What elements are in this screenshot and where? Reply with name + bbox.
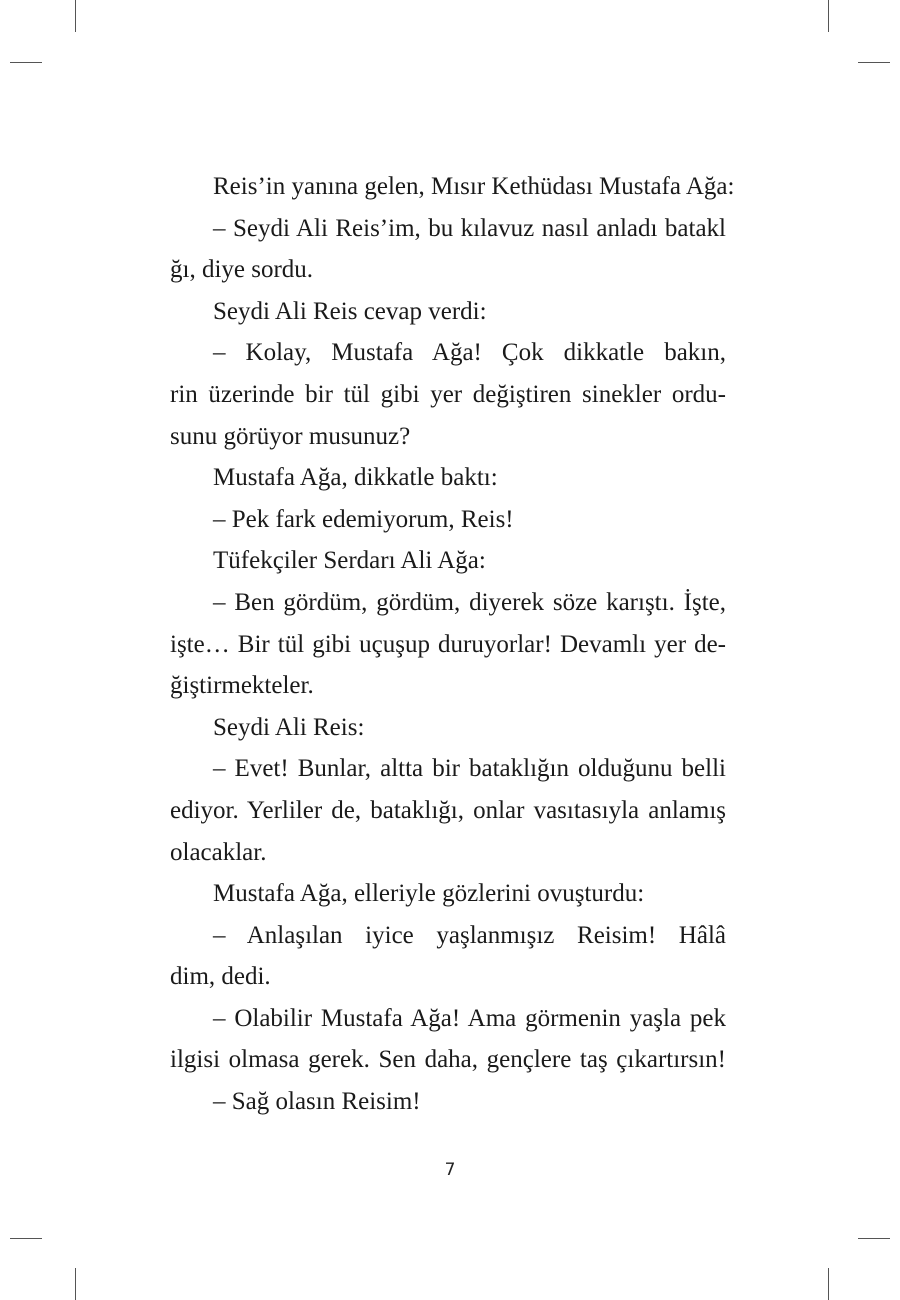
text-line: Tüfekçiler Serdarı Ali Ağa: bbox=[213, 547, 486, 575]
text-line: Mustafa Ağa, dikkatle baktı: bbox=[213, 464, 498, 492]
crop-mark-bottom-left-vertical bbox=[75, 1268, 76, 1300]
text-line: sunu görüyor musunuz? bbox=[170, 422, 411, 450]
crop-mark-top-right-horizontal bbox=[858, 62, 890, 63]
text-line: dim, dedi. bbox=[170, 963, 271, 991]
text-line: ediyor. Yerliler de, bataklığı, onlar vasıtasıyla anlamış bbox=[170, 796, 726, 824]
text-line: – Seydi Ali Reis’im, bu kılavuz nasıl anladı batakl bbox=[213, 214, 726, 242]
text-line: ğı, diye sordu. bbox=[170, 256, 314, 284]
crop-mark-bottom-right-vertical bbox=[828, 1268, 829, 1300]
text-line: – Ben gördüm, gördüm, diyerek söze karıştı. İşte, bbox=[213, 588, 726, 616]
crop-mark-top-right-vertical bbox=[828, 0, 829, 32]
text-line: – Anlaşılan iyice yaşlanmışız Reisim! Hâlâ bbox=[213, 921, 726, 949]
crop-mark-bottom-left-horizontal bbox=[10, 1238, 42, 1239]
text-line: – Kolay, Mustafa Ağa! Çok dikkatle bakın, bbox=[213, 339, 726, 367]
text-line: Mustafa Ağa, elleriyle gözlerini ovuşturdu: bbox=[213, 880, 645, 908]
text-line: – Sağ olasın Reisim! bbox=[213, 1088, 421, 1116]
text-line: Reis’in yanına gelen, Mısır Kethüdası Mustafa Ağa: bbox=[213, 173, 735, 200]
text-line: – Evet! Bunlar, altta bir bataklığın olduğunu belli bbox=[213, 755, 726, 783]
text-line: Seydi Ali Reis cevap verdi: bbox=[213, 297, 487, 325]
crop-mark-top-left-vertical bbox=[75, 0, 76, 32]
text-line: olacaklar. bbox=[170, 838, 267, 866]
text-line: Seydi Ali Reis: bbox=[213, 713, 365, 741]
text-line: işte… Bir tül gibi uçuşup duruyorlar! Devamlı yer de- bbox=[170, 630, 726, 658]
page-number: 7 bbox=[444, 1160, 456, 1180]
page-body-text bbox=[170, 166, 735, 1123]
text-line: – Pek fark edemiyorum, Reis! bbox=[213, 505, 514, 533]
crop-mark-bottom-right-horizontal bbox=[858, 1238, 890, 1239]
text-line: ilgisi olmasa gerek. Sen daha, gençlere taş çıkartırsın! bbox=[170, 1046, 726, 1074]
text-line: ğiştirmekteler. bbox=[170, 672, 314, 700]
text-line: – Olabilir Mustafa Ağa! Ama görmenin yaşla pek bbox=[213, 1004, 726, 1032]
text-line: rin üzerinde bir tül gibi yer değiştiren sinekler ordu- bbox=[170, 380, 726, 408]
crop-mark-top-left-horizontal bbox=[10, 62, 42, 63]
